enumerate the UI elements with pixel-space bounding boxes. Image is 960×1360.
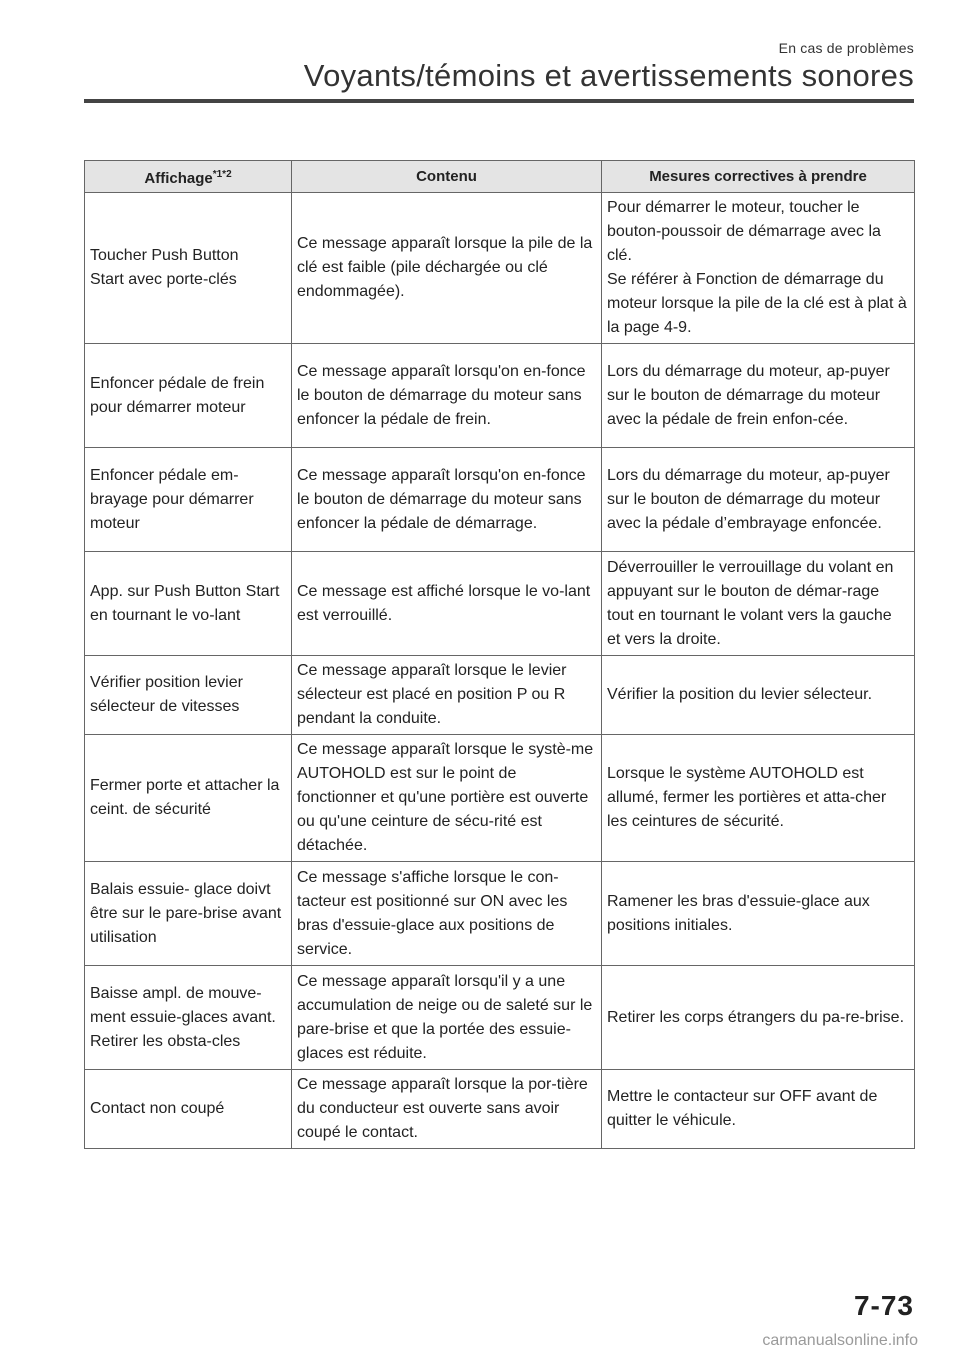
- cell-content: Ce message apparaît lorsqu'on en-fonce le bouton de démarrage du moteur sans enfoncer la pédale de frein.: [292, 344, 602, 448]
- cell-display: Toucher Push Button Start avec porte-clés: [85, 193, 292, 344]
- warnings-table: [84, 160, 915, 1149]
- cell-measures: Ramener les bras d'essuie-glace aux positions initiales.: [602, 862, 915, 966]
- cell-measures: Pour démarrer le moteur, toucher le bouton-poussoir de démarrage avec la clé. Se référer à Fonction de démarrage du moteur lorsque la pile de la clé est à plat à la page 4-9.: [602, 193, 915, 344]
- table-row: [85, 552, 915, 656]
- cell-display: App. sur Push Button Start en tournant le vo-lant: [85, 552, 292, 656]
- header-rule: [84, 99, 914, 103]
- cell-measures: Lors du démarrage du moteur, ap-puyer sur le bouton de démarrage du moteur avec la pédale d’embrayage enfoncée.: [602, 448, 915, 552]
- header-content: Contenu: [292, 161, 602, 193]
- table-row: [85, 448, 915, 552]
- cell-content: Ce message apparaît lorsque le levier sélecteur est placé en position P ou R pendant la conduite.: [292, 656, 602, 735]
- cell-display: Fermer porte et attacher la ceint. de sécurité: [85, 735, 292, 862]
- table-row: [85, 193, 915, 344]
- header-measures: Mesures correctives à prendre: [602, 161, 915, 193]
- cell-display: Baisse ampl. de mouve-ment essuie-glaces avant. Retirer les obsta-cles: [85, 966, 292, 1070]
- page-title: Voyants/témoins et avertissements sonores: [303, 58, 914, 93]
- cell-measures: Retirer les corps étrangers du pa-re-brise.: [602, 966, 915, 1070]
- cell-display: Contact non coupé: [85, 1070, 292, 1149]
- cell-measures: Déverrouiller le verrouillage du volant en appuyant sur le bouton de démar-rage tout en tournant le volant vers la gauche et vers la droite.: [602, 552, 915, 656]
- cell-content: Ce message apparaît lorsque le systè-me AUTOHOLD est sur le point de fonctionner et qu'une portière est ouverte ou qu'une ceinture de sécu-rité est détachée.: [292, 735, 602, 862]
- table-row: [85, 344, 915, 448]
- cell-measures: Lorsque le système AUTOHOLD est allumé, fermer les portières et atta-cher les ceintures de sécurité.: [602, 735, 915, 862]
- table-header-row: [85, 161, 915, 193]
- cell-display: Enfoncer pédale de frein pour démarrer moteur: [85, 344, 292, 448]
- page-number: 7-73: [853, 1290, 914, 1321]
- section-title: En cas de problèmes: [778, 40, 914, 56]
- cell-display: Balais essuie- glace doivt être sur le pare-brise avant utilisation: [85, 862, 292, 966]
- cell-content: Ce message apparaît lorsque la pile de la clé est faible (pile déchargée ou clé endommagée).: [292, 193, 602, 344]
- page-header: [84, 40, 914, 94]
- watermark: carmanualsonline.info: [762, 1332, 918, 1349]
- cell-display: Enfoncer pédale em-brayage pour démarrer moteur: [85, 448, 292, 552]
- cell-measures: Mettre le contacteur sur OFF avant de quitter le véhicule.: [602, 1070, 915, 1149]
- table-row: [85, 656, 915, 735]
- table-row: [85, 735, 915, 862]
- table-row: [85, 862, 915, 966]
- header-display-footnote: *1*2: [212, 168, 232, 180]
- cell-content: Ce message apparaît lorsque la por-tière du conducteur est ouverte sans avoir coupé le contact.: [292, 1070, 602, 1149]
- table-row: [85, 1070, 915, 1149]
- cell-content: Ce message s'affiche lorsque le con-tacteur est positionné sur ON avec les bras d'essuie-glace aux positions de service.: [292, 862, 602, 966]
- header-display-label: Affichage: [144, 169, 213, 187]
- cell-display: Vérifier position levier sélecteur de vitesses: [85, 656, 292, 735]
- cell-content: Ce message apparaît lorsqu'on en-fonce le bouton de démarrage du moteur sans enfoncer la pédale de démarrage.: [292, 448, 602, 552]
- cell-measures: Lors du démarrage du moteur, ap-puyer sur le bouton de démarrage du moteur avec la pédale de frein enfon-cée.: [602, 344, 915, 448]
- cell-measures: Vérifier la position du levier sélecteur.: [602, 656, 915, 735]
- cell-content: Ce message apparaît lorsqu'il y a une accumulation de neige ou de saleté sur le pare-brise et que la portée des essuie-glaces est réduite.: [292, 966, 602, 1070]
- table-row: [85, 966, 915, 1070]
- cell-content: Ce message est affiché lorsque le vo-lant est verrouillé.: [292, 552, 602, 656]
- header-display: [85, 161, 292, 193]
